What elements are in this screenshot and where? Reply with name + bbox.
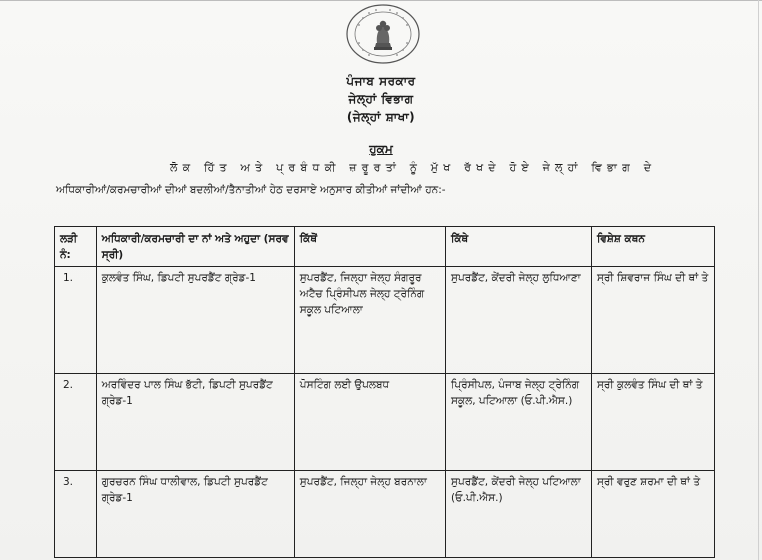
header-remarks: ਵਿਸ਼ੇਸ਼ ਕਥਨ: [591, 227, 714, 267]
government-title: ਪੰਜਾਬ ਸਰਕਾਰ: [346, 74, 416, 88]
order-intro-line-2: ਅਧਿਕਾਰੀਆਂ/ਕਰਮਚਾਰੀਆਂ ਦੀਆਂ ਬਦਲੀਆਂ/ਤੈਨਾਤੀਆਂ ਹੇਠ ਦਰਸਾਏ ਅਨੁਸਾਰ ਕੀਤੀਆਂ ਜਾਂਦੀਆਂ ਹਨ:-: [56, 184, 446, 196]
table-header-row: [55, 227, 715, 267]
branch-title: (ਜੇਲ੍ਹਾਂ ਸ਼ਾਖਾ): [346, 110, 416, 124]
cell-from: ਸੁਪਰਡੈਂਟ, ਜਿਲ੍ਹਾ ਜੇਲ੍ਹ ਬਰਨਾਲਾ: [294, 471, 445, 558]
transfer-table: [54, 226, 715, 558]
cell-to: ਪ੍ਰਿੰਸੀਪਲ, ਪੰਜਾਬ ਜੇਲ੍ਹ ਟ੍ਰੇਨਿੰਗ ਸਕੂਲ, ਪਟਿਆਲਾ (ਓ.ਪੀ.ਐਸ.): [445, 374, 591, 471]
cell-from: ਪੋਸਟਿੰਗ ਲਈ ਉਪਲਬਧ: [294, 374, 445, 471]
order-intro-line-1: ਲੋਕ ਹਿੱਤ ਅਤੇ ਪ੍ਰਬੰਧਕੀ ਜ਼ਰੂਰਤਾਂ ਨੂੰ ਮੁੱਖ ਰੱਖਦੇ ਹੋਏ ਜੇਲ੍ਹਾਂ ਵਿਭਾਗ ਦੇ: [170, 161, 657, 174]
header-from: ਕਿੱਥੋਂ: [294, 227, 445, 267]
cell-remarks: ਸ੍ਰੀ ਕੁਲਵੰਤ ਸਿੰਘ ਦੀ ਥਾਂ ਤੇ: [591, 374, 714, 471]
cell-serial: 1.: [55, 267, 97, 374]
header-to: ਕਿੱਥੇ: [445, 227, 591, 267]
order-heading: ਹੁਕਮ: [369, 142, 393, 156]
table-row: [55, 374, 715, 471]
header-name: ਅਧਿਕਾਰੀ/ਕਰਮਚਾਰੀ ਦਾ ਨਾਂ ਅਤੇ ਅਹੁਦਾ (ਸਰਵ ਸ੍ਰੀ): [96, 227, 294, 267]
cell-to: ਸੁਪਰਡੈਂਟ, ਕੇਂਦਰੀ ਜੇਲ੍ਹ ਪਟਿਆਲਾ (ਓ.ਪੀ.ਐਸ.): [445, 471, 591, 558]
cell-remarks: ਸ੍ਰੀ ਵਰੁਣ ਸ਼ਰਮਾ ਦੀ ਥਾਂ ਤੇ: [591, 471, 714, 558]
cell-name: ਕੁਲਵੰਤ ਸਿੰਘ, ਡਿਪਟੀ ਸੁਪਰਡੈਂਟ ਗ੍ਰੇਡ-1: [96, 267, 294, 374]
table-row: [55, 471, 715, 558]
cell-serial: 3.: [55, 471, 97, 558]
government-emblem-icon: [345, 3, 421, 65]
table-row: [55, 267, 715, 374]
cell-from: ਸੁਪਰਡੈਂਟ, ਜਿਲ੍ਹਾ ਜੇਲ੍ਹ ਸੰਗਰੂਰ ਅਟੈਚ ਪ੍ਰਿੰਸੀਪਲ ਜੇਲ੍ਹ ਟ੍ਰੇਨਿੰਗ ਸਕੂਲ ਪਟਿਆਲਾ: [294, 267, 445, 374]
cell-name: ਗੁਰਚਰਨ ਸਿੰਘ ਧਾਲੀਵਾਲ, ਡਿਪਟੀ ਸੁਪਰਡੈਂਟ ਗ੍ਰੇਡ-1: [96, 471, 294, 558]
cell-name: ਅਰਵਿੰਦਰ ਪਾਲ ਸਿੰਘ ਭੱਟੀ, ਡਿਪਟੀ ਸੁਪਰਡੈਂਟ ਗ੍ਰੇਡ-1: [96, 374, 294, 471]
top-border: [0, 0, 762, 1]
department-title: ਜੇਲ੍ਹਾਂ ਵਿਭਾਗ: [348, 92, 414, 106]
cell-serial: 2.: [55, 374, 97, 471]
cell-remarks: ਸ੍ਰੀ ਸ਼ਿਵਰਾਜ ਸਿੰਘ ਦੀ ਥਾਂ ਤੇ: [591, 267, 714, 374]
header-serial: ਲੜੀ ਨੰ:: [55, 227, 97, 267]
cell-to: ਸੁਪਰਡੈਂਟ, ਕੇਂਦਰੀ ਜੇਲ੍ਹ ਲੁਧਿਆਣਾ: [445, 267, 591, 374]
